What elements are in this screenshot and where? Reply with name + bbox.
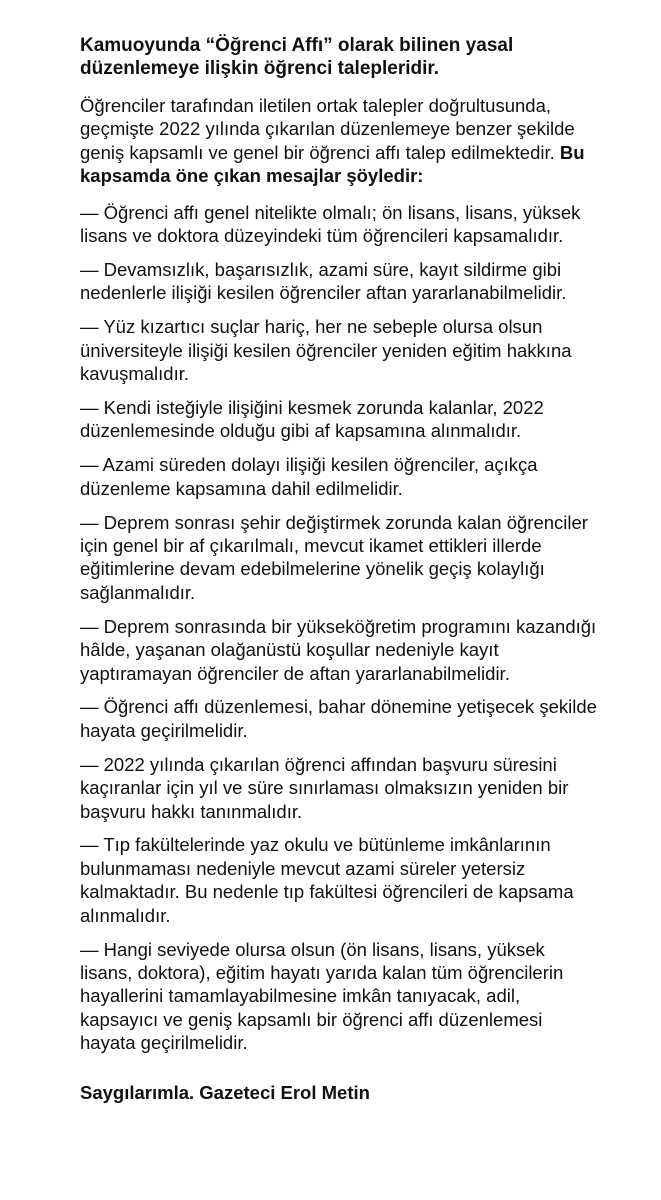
dash-bullet: — xyxy=(80,454,99,476)
dash-bullet: — xyxy=(80,696,99,718)
list-item xyxy=(80,201,601,248)
list-item-text: Kendi isteğiyle ilişiğini kesmek zorunda kalanlar, 2022 düzenlemesinde olduğu gibi af kapsamına alınmalıdır. xyxy=(80,396,544,442)
list-item-text: Öğrenci affı genel nitelikte olmalı; ön lisans, lisans, yüksek lisans ve doktora düzeyindeki tüm öğrencileri kapsamalıdır. xyxy=(80,201,581,247)
list-item-text: Hangi seviyede olursa olsun (ön lisans, lisans, yüksek lisans, doktora), eğitim hayatı yarıda kalan tüm öğrencilerin hayallerini tamamlayabilmesine imkân tanıyacak, adil, kapsayıcı ve geniş kapsamlı bir öğrenci affı düzenlemesi hayata geçirilmelidir. xyxy=(80,938,564,1054)
dash-bullet: — xyxy=(80,201,99,223)
list-item-text: Deprem sonrasında bir yükseköğretim programını kazandığı hâlde, yaşanan olağanüstü koşullar nedeniyle kayıt yaptıramayan öğrenciler de aftan yararlanabilmelidir. xyxy=(80,615,597,684)
dash-bullet: — xyxy=(80,511,99,533)
intro-paragraph xyxy=(80,94,601,188)
dash-bullet: — xyxy=(80,316,99,338)
list-item xyxy=(80,315,601,385)
dash-bullet: — xyxy=(80,396,99,418)
list-item-text: Devamsızlık, başarısızlık, azami süre, kayıt sildirme gibi nedenlerle ilişiği kesilen öğrenciler aftan yararlanabilmelidir. xyxy=(80,258,567,304)
dash-bullet: — xyxy=(80,834,99,856)
list-item-text: 2022 yılında çıkarılan öğrenci affından başvuru süresini kaçıranlar için yıl ve süre sınırlaması olmaksızın yeniden bir başvuru hakkı tanınmalıdır. xyxy=(80,753,569,822)
list-item xyxy=(80,938,601,1055)
dash-bullet: — xyxy=(80,615,99,637)
dash-bullet: — xyxy=(80,753,99,775)
signature-line: Saygılarımla. Gazeteci Erol Metin xyxy=(80,1081,370,1103)
list-item xyxy=(80,258,601,305)
intro-bold-text: Bu kapsamda öne çıkan mesajlar şöyledir: xyxy=(80,141,585,187)
intro-text: Öğrenciler tarafından iletilen ortak talepler doğrultusunda, geçmişte 2022 yılında çıkarılan düzenlemeye benzer şekilde geniş kapsamlı ve genel bir öğrenci affı talep edilmektedir. xyxy=(80,95,575,163)
list-item xyxy=(80,615,601,685)
list-item-text: Öğrenci affı düzenlemesi, bahar dönemine yetişecek şekilde hayata geçirilmelidir. xyxy=(80,696,597,741)
list-item xyxy=(80,695,601,742)
list-item xyxy=(80,453,601,500)
list-item xyxy=(80,833,601,927)
dash-bullet: — xyxy=(80,938,99,960)
list-item xyxy=(80,511,601,605)
document-title: Kamuoyunda “Öğrenci Affı” olarak bilinen yasal düzenlemeye ilişkin öğrenci talepleridir. xyxy=(80,35,514,79)
list-item-text: Yüz kızartıcı suçlar hariç, her ne sebeple olursa olsun üniversiteyle ilişiği kesilen öğrenciler yeniden eğitim hakkına kavuşmalıdır. xyxy=(80,316,572,385)
list-item-text: Deprem sonrası şehir değiştirmek zorunda kalan öğrenciler için genel bir af çıkarılmalı, mevcut ikamet ettikleri illerde eğitimlerine devam edebilmelerine yönelik geçiş kolaylığı sağlanmalıdır. xyxy=(80,511,588,603)
list-item xyxy=(80,396,601,443)
dash-bullet: — xyxy=(80,258,99,280)
list-item xyxy=(80,753,601,823)
list-item-text: Azami süreden dolayı ilişiği kesilen öğrenciler, açıkça düzenleme kapsamına dahil edilmelidir. xyxy=(80,454,538,499)
list-item-text: Tıp fakültelerinde yaz okulu ve bütünleme imkânlarının bulunmaması nedeniyle mevcut azami süreler yetersiz kalmaktadır. Bu nedenle tıp fakültesi öğrencileri de kapsama alınmalıdır. xyxy=(80,834,574,926)
